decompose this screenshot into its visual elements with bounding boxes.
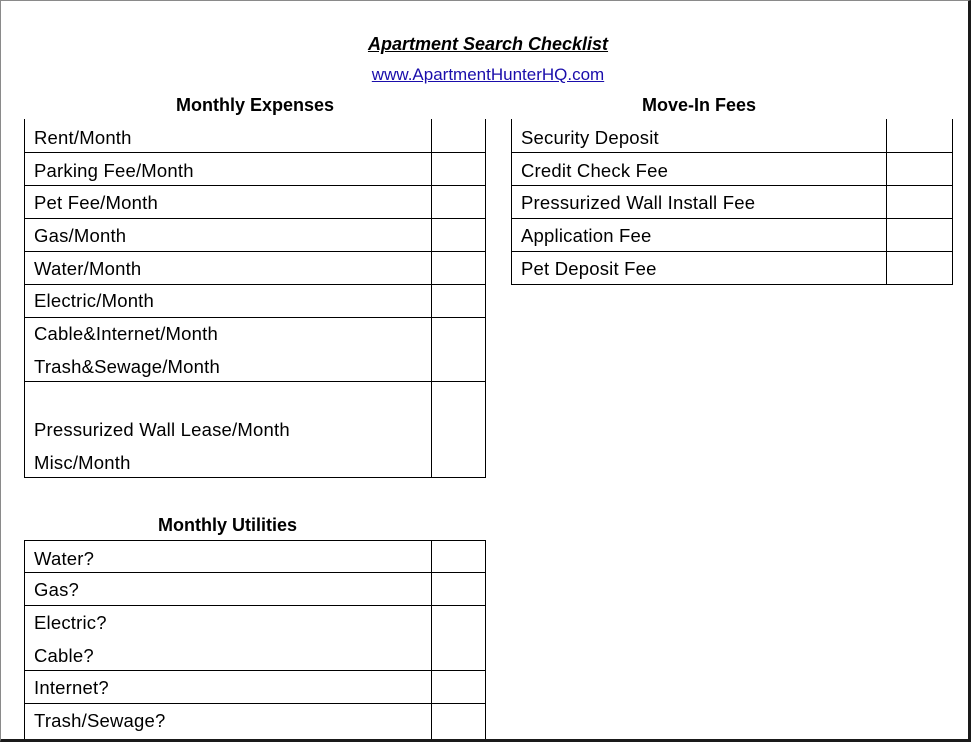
utility-label: Cable? [34, 645, 94, 666]
table-row [24, 704, 486, 739]
fee-label: Security Deposit [521, 127, 659, 148]
table-row [511, 252, 953, 285]
expense-label: Parking Fee/Month [34, 160, 194, 181]
table-row [24, 153, 486, 186]
expense-label: Rent/Month [34, 127, 132, 148]
move-in-fees-table [511, 119, 953, 285]
monthly-expenses-heading: Monthly Expenses [175, 95, 335, 115]
expense-label: Gas/Month [34, 225, 127, 246]
fee-label: Pet Deposit Fee [521, 258, 657, 279]
fee-label: Application Fee [521, 225, 652, 246]
table-row [24, 186, 486, 219]
table-row [24, 573, 486, 606]
monthly-expenses-table [24, 119, 486, 478]
expense-label: Trash&Sewage/Month [34, 356, 220, 377]
table-row [24, 252, 486, 285]
page-title: Apartment Search Checklist [367, 34, 609, 54]
table-row [24, 671, 486, 704]
table-row [24, 318, 486, 382]
website-link[interactable]: www.ApartmentHunterHQ.com [371, 65, 605, 84]
utility-label: Water? [34, 548, 95, 569]
expense-label: Misc/Month [34, 452, 131, 473]
expense-label: Electric/Month [34, 290, 155, 311]
table-row [24, 540, 486, 573]
table-row [24, 606, 486, 671]
expense-label: Pet Fee/Month [34, 192, 158, 213]
move-in-fees-heading: Move-In Fees [641, 95, 757, 115]
table-row [24, 285, 486, 318]
fee-label: Pressurized Wall Install Fee [521, 192, 756, 213]
table-row [24, 219, 486, 252]
table-row [511, 219, 953, 252]
monthly-utilities-table [24, 540, 486, 739]
table-row [24, 119, 486, 153]
expense-label: Water/Month [34, 258, 142, 279]
monthly-utilities-heading: Monthly Utilities [158, 515, 297, 535]
expense-label: Pressurized Wall Lease/Month [34, 419, 290, 440]
fee-label: Credit Check Fee [521, 160, 669, 181]
utility-label: Gas? [34, 579, 80, 600]
expense-label: Cable&Internet/Month [34, 323, 218, 344]
table-row [24, 382, 486, 478]
table-row [511, 119, 953, 153]
utility-label: Internet? [34, 677, 109, 698]
utility-label: Trash/Sewage? [34, 710, 166, 731]
utility-label: Electric? [34, 612, 107, 633]
table-row [511, 153, 953, 186]
table-row [511, 186, 953, 219]
